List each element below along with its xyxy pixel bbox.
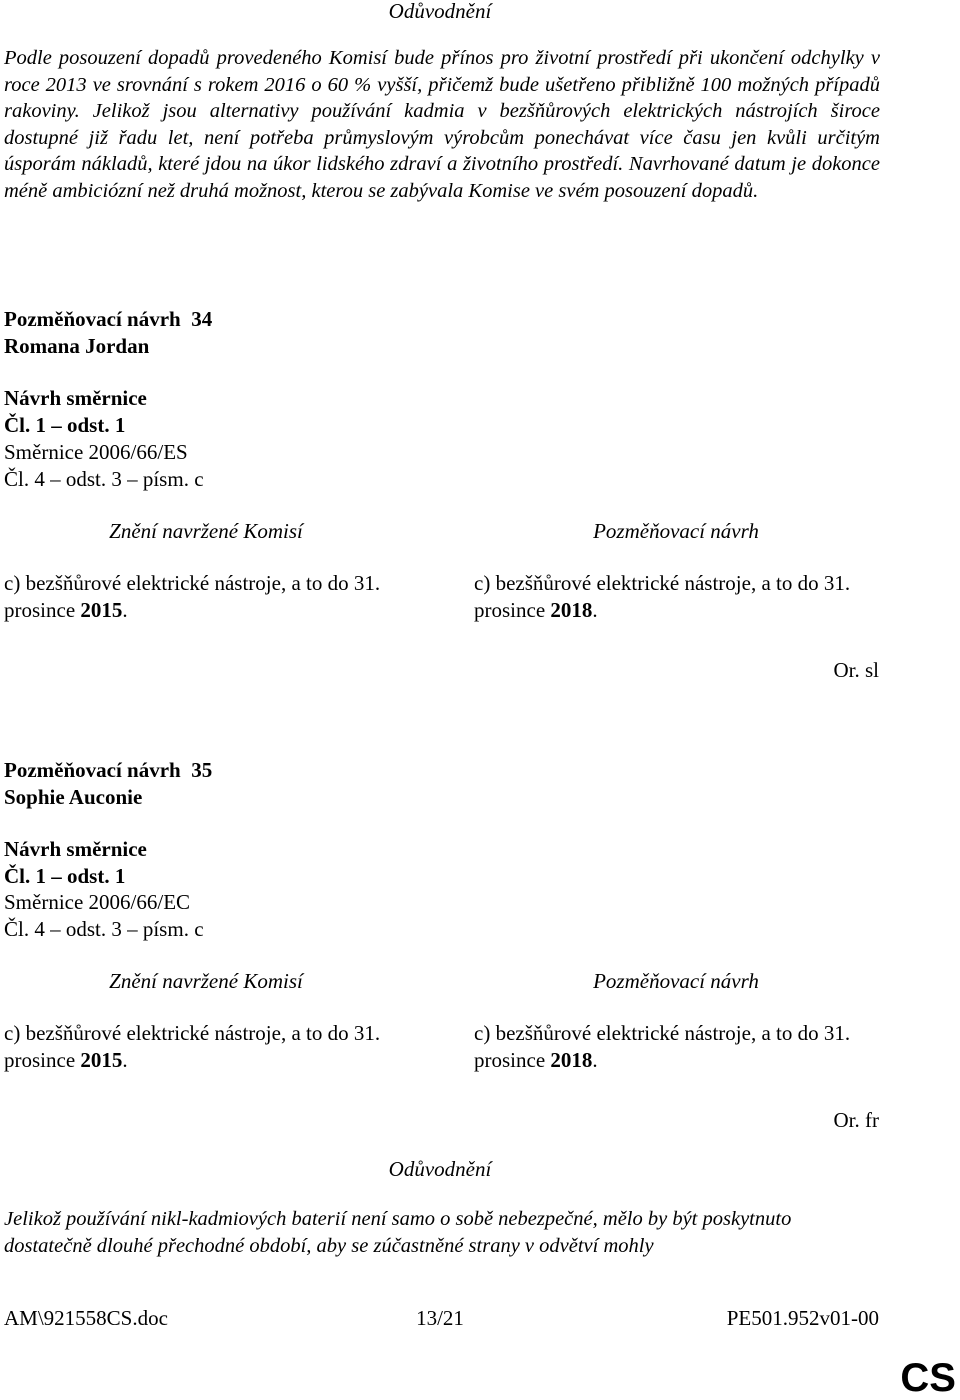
proposal-title: Návrh směrnice: [4, 386, 147, 410]
justification-text: Podle posouzení dopadů provedeného Komisí bude přínos pro životní prostředí při ukončení odchylky v roce 2013 ve srovnání s rokem 2016 o 60 % vyšší, přičemž bude ušetřeno přibližně 100 možných případů rakoviny. Jelikož jsou alternativy používání kadmia v bezšňůrových elektrických nástrojích široce dostupné již řadu let, není potřeba průmyslovým výrobcům ponechávat více času jen kvůli určitým úsporám nákladů, které jdou na úkor lidského zdraví a životního prostředí. Navrhované datum je dokonce méně ambiciózní než druhá možnost, kterou se zabývala Komise ve svém posouzení dopadů.: [4, 47, 880, 202]
column-header-commission: Znění navržené Komisí: [109, 519, 303, 543]
column-header-amendment: Pozměňovací návrh: [593, 519, 759, 543]
footer-pe-reference: PE501.952v01-00: [726, 1306, 879, 1330]
directive-reference: Směrnice 2006/66/EC: [4, 890, 191, 914]
amendment-title: Pozměňovací návrh 35: [4, 758, 213, 782]
footer-page-number: 13/21: [416, 1306, 464, 1330]
article-reference-sub: Čl. 4 – odst. 3 – písm. c: [4, 467, 204, 491]
column-header-amendment: Pozměňovací návrh: [593, 969, 759, 993]
justification-heading: Odůvodnění: [388, 1157, 492, 1181]
original-language: Or. fr: [833, 1108, 879, 1132]
original-language: Or. sl: [833, 658, 879, 682]
column-header-commission: Znění navržené Komisí: [109, 969, 303, 993]
article-reference-sub: Čl. 4 – odst. 3 – písm. c: [4, 917, 204, 941]
amendment-author: Romana Jordan: [4, 334, 150, 358]
justification-heading: Odůvodnění: [388, 0, 492, 23]
amendment-text: c) bezšňůrové elektrické nástroje, a to do 31. prosince 2018.: [474, 571, 851, 622]
language-code: CS: [900, 1356, 956, 1400]
amendment-author: Sophie Auconie: [4, 785, 143, 809]
article-reference: Čl. 1 – odst. 1: [4, 864, 126, 888]
commission-text: c) bezšňůrové elektrické nástroje, a to do 31. prosince 2015.: [4, 571, 381, 622]
amendment-title: Pozměňovací návrh 34: [4, 307, 213, 331]
proposal-title: Návrh směrnice: [4, 837, 147, 861]
justification-text: Jelikož používání nikl-kadmiových baterií není samo o sobě nebezpečné, mělo by být poskytnuto dostatečně dlouhé přechodné období, aby se zúčastněné strany v odvětví mohly: [4, 1208, 792, 1257]
article-reference: Čl. 1 – odst. 1: [4, 413, 126, 437]
amendment-text: c) bezšňůrové elektrické nástroje, a to do 31. prosince 2018.: [474, 1021, 851, 1072]
commission-text: c) bezšňůrové elektrické nástroje, a to do 31. prosince 2015.: [4, 1021, 381, 1072]
directive-reference: Směrnice 2006/66/ES: [4, 440, 188, 464]
footer-document-reference: AM\921558CS.doc: [4, 1306, 168, 1330]
